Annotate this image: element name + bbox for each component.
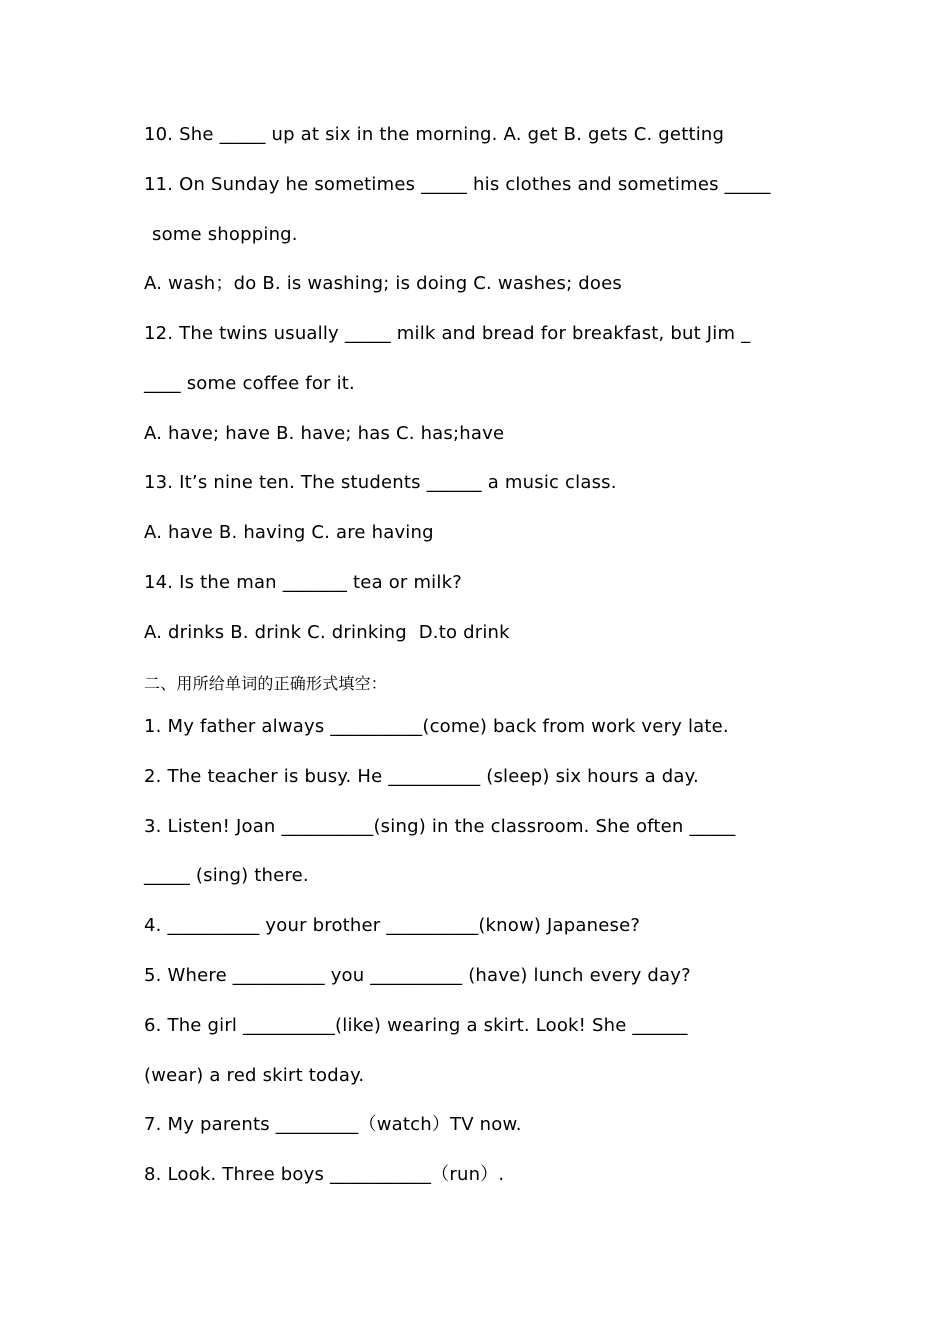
question-12: 12. The twins usually _____ milk and bread for breakfast, but Jim _ [144,323,751,344]
question-12-options: A. have; have B. have; has C. has;have [144,423,505,444]
fill-question-7: 7. My parents _________（watch）TV now. [144,1114,522,1135]
fill-question-1: 1. My father always __________(come) back from work very late. [144,716,729,737]
fill-question-3: 3. Listen! Joan __________(sing) in the classroom. She often _____ [144,816,736,837]
fill-question-6-continuation: (wear) a red skirt today. [144,1065,365,1086]
question-14: 14. Is the man _______ tea or milk? [144,572,462,593]
fill-question-4: 4. __________ your brother __________(know) Japanese? [144,915,641,936]
question-11-options: A. wash；do B. is washing; is doing C. washes; does [144,273,622,294]
question-13: 13. It’s nine ten. The students ______ a music class. [144,472,617,493]
question-11: 11. On Sunday he sometimes _____ his clothes and sometimes _____ [144,174,771,195]
fill-question-8: 8. Look. Three boys ___________（run）. [144,1164,505,1185]
question-13-options: A. have B. having C. are having [144,522,434,543]
fill-question-2: 2. The teacher is busy. He __________ (sleep) six hours a day. [144,766,699,787]
question-11-continuation: some shopping. [152,224,298,245]
question-14-options: A. drinks B. drink C. drinking D.to drink [144,622,510,643]
fill-question-5: 5. Where __________ you __________ (have) lunch every day? [144,965,691,986]
question-12-continuation: ____ some coffee for it. [144,373,355,394]
fill-question-3-continuation: _____ (sing) there. [144,865,309,886]
fill-question-6: 6. The girl __________(like) wearing a skirt. Look! She ______ [144,1015,688,1036]
section-heading: 二、用所给单词的正确形式填空： [144,674,388,693]
question-10: 10. She _____ up at six in the morning. A. get B. gets C. getting [144,124,725,145]
